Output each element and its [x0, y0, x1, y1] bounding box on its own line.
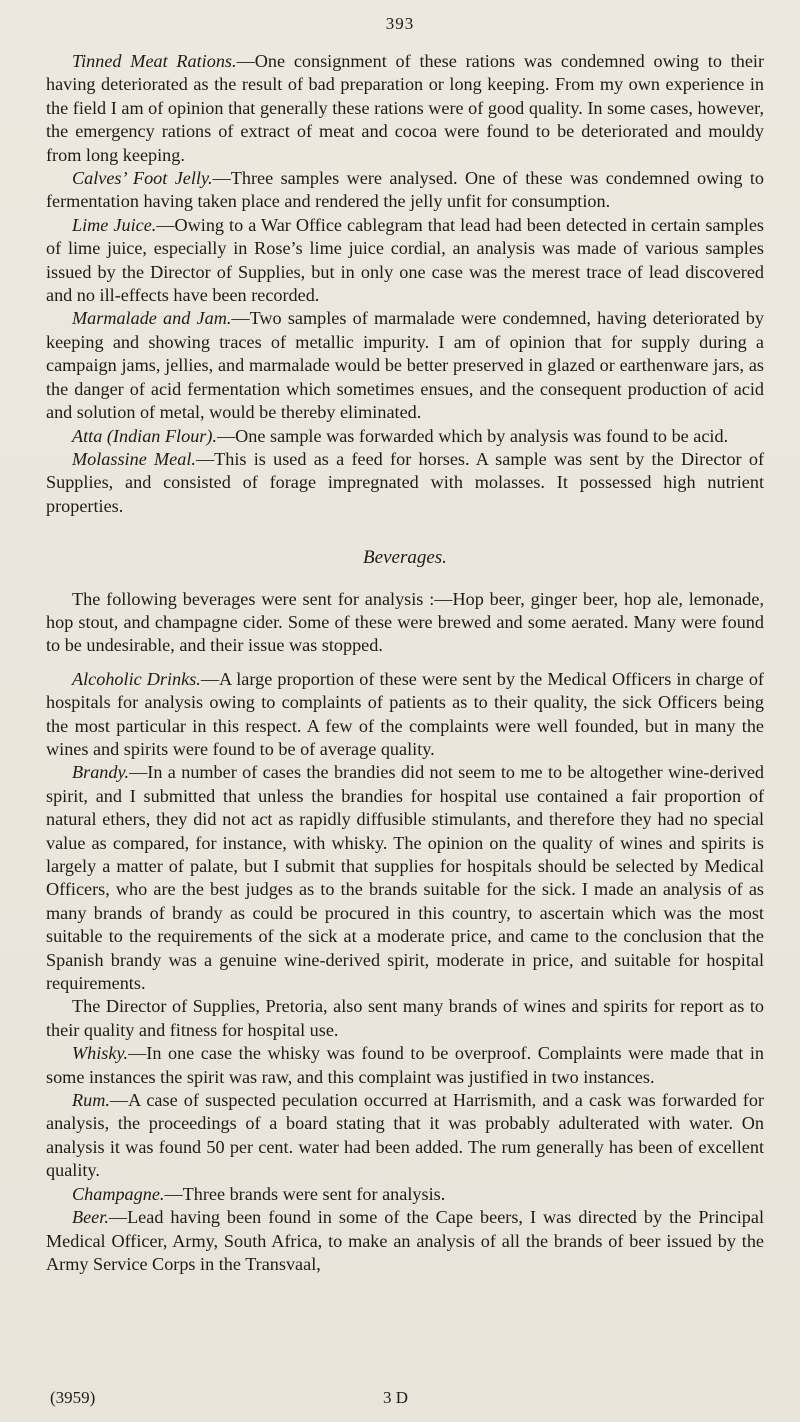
paragraph — [46, 425, 764, 448]
paragraph-text: —One consignment of these rations was condemned owing to their having deteriorated as the result of bad preparation or long keeping. From my own experience in the field I am of opinion that generally these rations were of good quality. In some cases, however, the emergency rations of extract of meat and cocoa were found to be deteriorated and mouldy from long keeping. — [46, 51, 765, 165]
print-code: (3959) — [50, 1388, 96, 1407]
paragraph-title: Marmalade and Jam. — [72, 308, 232, 329]
paragraph-text: —Three samples were analysed. One of these was condemned owing to fermentation having taken place and rendered the jelly unfit for consumption. — [46, 168, 764, 212]
paragraph-text: —Two samples of marmalade were condemned, having deteriorated by keeping and showing traces of metallic impurity. I am of opinion that for supply during a campaign jams, jellies, and marmalade would be better preserved in glazed or earthenware jars, as the danger of acid fermentation which sometimes ensues, and the consequent production of acid and solution of metal, would be thereby eliminated. — [46, 308, 764, 423]
paragraph — [46, 761, 764, 995]
paragraph-title: Lime Juice. — [72, 214, 157, 235]
paragraph — [46, 167, 764, 214]
paragraph-title: Brandy. — [72, 762, 130, 783]
paragraph-text: —A large proportion of these were sent by the Medical Officers in charge of hospitals for analysis owing to complaints of patients as to their quality, the sick Officers being the most particular in this respect. A few of the complaints were well founded, but in many the wines and spirits were found to be of average quality. — [46, 668, 764, 759]
paragraph-text: —A case of suspected peculation occurred at Harrismith, and a cask was forwarded for analysis, the proceedings of a board stating that it was probably adulterated with water. On analysis it was found 50 per cent. water had been added. The rum generally has been of excellent quality. — [46, 1090, 764, 1181]
paragraph — [46, 448, 764, 518]
paragraph — [46, 995, 764, 1042]
paragraph — [46, 1042, 764, 1089]
paragraph — [46, 307, 764, 424]
paragraph-text: —Owing to a War Office cablegram that lead had been detected in certain samples of lime juice, especially in Rose’s lime juice cordial, an analysis was made of various samples issued by the Director of Supplies, but in only one case was the merest trace of lead discovered and no ill-effects have been recorded. — [46, 214, 764, 306]
paragraph — [46, 1089, 764, 1183]
paragraph — [46, 214, 764, 308]
paragraph — [46, 1183, 764, 1206]
paragraph-title: Calves’ Foot Jelly. — [72, 168, 213, 189]
paragraph — [46, 50, 764, 167]
paragraph-text: —In one case the whisky was found to be overproof. Complaints were made that in some instances the spirit was raw, and this complaint was justified in two instances. — [46, 1043, 764, 1087]
page-number: 393 — [385, 14, 415, 33]
paragraph-text: —Three brands were sent for analysis. — [164, 1183, 446, 1204]
paragraph-text: The Director of Supplies, Pretoria, also sent many brands of wines and spirits for report as to their quality and fitness for hospital use. — [46, 996, 764, 1040]
paragraph-title: Atta (Indian Flour). — [72, 425, 217, 446]
paragraph-title: Whisky. — [72, 1043, 129, 1064]
paragraph-text: —In a number of cases the brandies did not seem to me to be altogether wine-derived spirit, and I submitted that unless the brandies for hospital use contained a fair proportion of natural ethers, they did not act as rapidly diffusible stimulants, and therefore they had no special value as compared, for instance, with whisky. The opinion on the quality of wines and spirits is largely a matter of palate, but I submit that supplies for hospitals should be selected by Medical Officers, who are the best judges as to the brands suitable for the sick. I made an analysis of as many brands of brandy as could be procured in this country, to ascertain which was the most suitable to the requirements of the sick at a moderate price, and came to the conclusion that the Spanish brandy was a genuine wine-derived spirit, moderate in price, and suitable for hospital requirements. — [46, 762, 764, 994]
signature-mark: 3 D — [383, 1388, 409, 1407]
paragraph-group-beverages — [46, 668, 764, 1277]
paragraph-title: Molassine Meal. — [72, 448, 196, 469]
paragraph-group-rations — [46, 50, 764, 518]
paragraph-title: Champagne. — [72, 1183, 165, 1204]
section-heading: Beverages. — [363, 547, 447, 569]
paragraph-title: Tinned Meat Rations. — [72, 51, 237, 71]
beverages-intro-paragraph: The following beverages were sent for analysis :—Hop beer, ginger beer, hop ale, lemonade, hop stout, and champagne cider. Some of these were brewed and some aerated. Many were found to be undesirable, and their issue was stopped. — [46, 588, 764, 656]
paragraph-title: Alcoholic Drinks. — [72, 668, 201, 689]
paragraph-title: Beer. — [72, 1207, 109, 1228]
paragraph — [46, 1206, 764, 1276]
paragraph-title: Rum. — [72, 1090, 110, 1111]
paragraph — [46, 668, 764, 762]
paragraph-text: —This is used as a feed for horses. A sample was sent by the Director of Supplies, and consisted of forage impregnated with molasses. It possessed high nutrient properties. — [46, 448, 765, 516]
paragraph-text: —Lead having been found in some of the Cape beers, I was directed by the Principal Medical Officer, Army, South Africa, to make an analysis of all the brands of beer issued by the Army Service Corps in the Transvaal, — [46, 1207, 764, 1274]
body-text — [46, 50, 764, 1276]
paragraph-text: —One sample was forwarded which by analysis was found to be acid. — [216, 425, 729, 446]
